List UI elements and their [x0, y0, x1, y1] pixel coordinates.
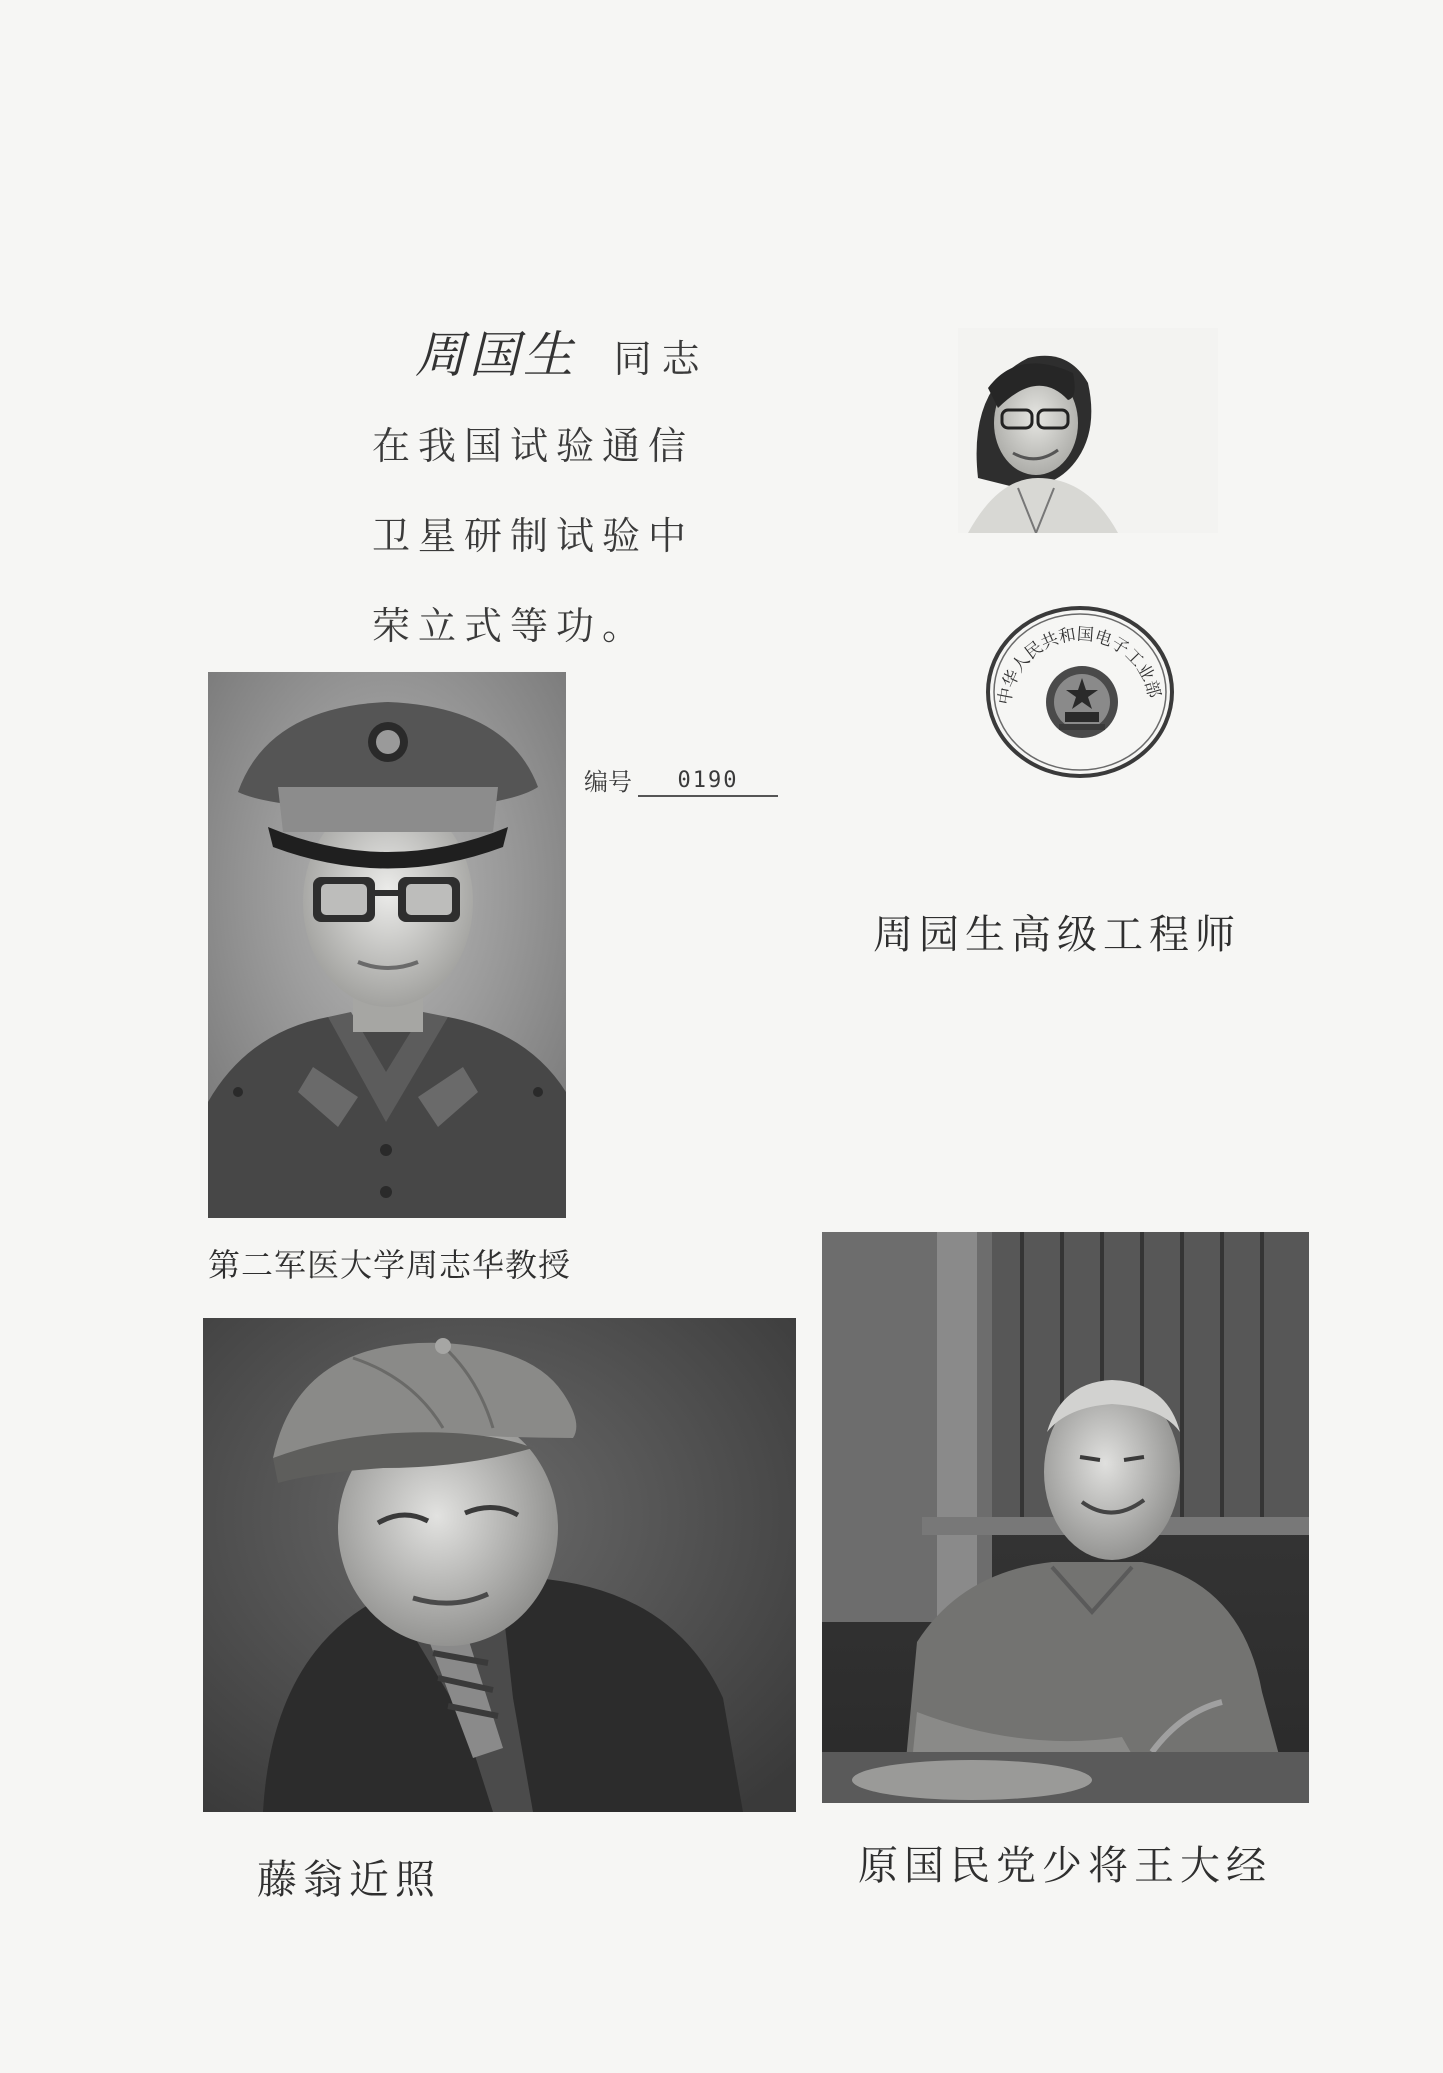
certificate-text-line-2: 在我国试验通信 [372, 424, 695, 468]
caption-zhou-yuansheng: 周园生高级工程师 [873, 912, 1241, 958]
official-seal [975, 600, 1190, 780]
national-emblem-icon [1046, 666, 1118, 738]
portrait-photo-teng-weng [203, 1318, 796, 1812]
certificate-recipient-line [415, 315, 710, 387]
certificate-text-line-3: 卫星研制试验中 [372, 514, 695, 558]
caption-teng-weng: 藤翁近照 [257, 1857, 441, 1903]
certificate-recipient-name: 周国生 [415, 326, 577, 384]
serial-number: 0190 [638, 768, 778, 797]
portrait-photo-zhou-yuansheng [958, 328, 1218, 533]
caption-zhou-zhihua: 第二军医大学周志华教授 [208, 1246, 572, 1284]
portrait-photo-wang-dajing [822, 1232, 1309, 1803]
seal-text-path: 中华人民共和国电子工业部 [994, 624, 1165, 707]
serial-label: 编号 [584, 768, 632, 796]
caption-wang-dajing: 原国民党少将王大经 [858, 1843, 1272, 1889]
certificate-text-line-4: 荣立式等功。 [372, 604, 649, 648]
certificate-honorific: 同志 [613, 337, 710, 381]
portrait-photo-zhou-zhihua [208, 672, 566, 1218]
certificate-serial [584, 762, 778, 797]
